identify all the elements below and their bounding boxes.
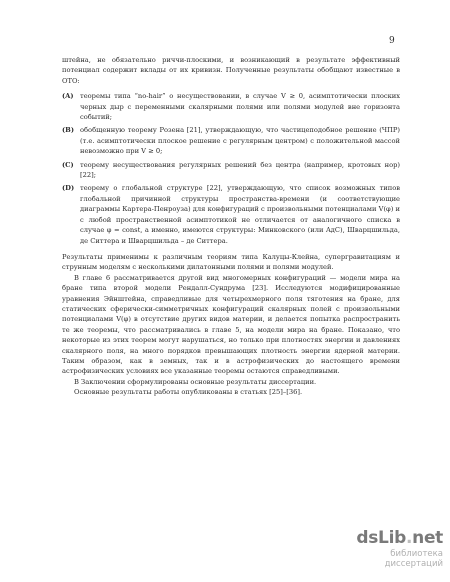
result-item-a [62, 91, 400, 122]
result-item-b [62, 125, 400, 156]
publications-paragraph: Основные результаты работы опубликованы в статьях [25]–[36]. [74, 388, 303, 397]
result-text: теоремы типа “no-hair” о несуществовании, в случае V ≥ 0, асимптотически плоских черных дыр с переменными скалярными полями или полями модулей вне горизонта событий; [80, 92, 400, 122]
page-number: 9 [389, 36, 395, 46]
result-item-c [62, 160, 400, 181]
conclusion-paragraph: В Заключении сформулированы основные результаты диссертации. [74, 377, 317, 386]
result-item-d [62, 183, 400, 245]
result-text: теорему о глобальной структуре [22], утверждающую, что список возможных типов глобальной причинной структуры пространства-времени (и соответствующие диаграммы Картера-Пенроуза) для конфигураций с произвольными потенциалами V(φ) и с любой пространственной асимптотикой не отличается от аналогичного списка в случае φ = const, а именно, имеются структуры: Минковского (или AдС), Шварцшильда, де Ситтера и Шварцшильда – де Ситтера. [80, 184, 400, 245]
result-label: (B) [62, 126, 74, 135]
chapter-6-paragraph: В главе 6 рассматривается другой вид многомерных конфигураций — модели мира на бране типа второй модели Рендалл-Сундрума [23]. Исследуются модифицированные уравнения Эйнштейна, справедливые для четырехмерного поля тяготения на бране, для статических сферически-симметричных конфигураций скалярных полей с произвольными потенциалами V(φ) в отсутствие других видов материи, и делается попытка распространить те же теоремы, что рассматривались в главе 5, на модели мира на бране. Показано, что некоторые из этих теорем могут нарушаться, но только при плотностях энергии и давлениях скалярного поля, на много порядков превышающих плотность энергии ядерной материи. Таким образом, как в земных, так и в астрофизических до настоящего времени астрофизических условиях все указанные теоремы остаются справедливыми. [62, 273, 400, 376]
page-content [62, 55, 400, 398]
dslib-watermark [333, 528, 443, 569]
applicability-paragraph: Результаты применимы к различным теориям типа Калуцы-Клейна, супергравитациям и струнным моделям с несколькими дилатонными полями и полями модулей. [62, 252, 400, 272]
watermark-tagline: библиотека диссертаций [384, 549, 443, 569]
results-list [62, 91, 400, 246]
result-text: теорему несуществования регулярных решений без центра (например, кротовых нор) [22]; [80, 160, 400, 180]
result-text: обобщенную теорему Розена [21], утверждающую, что частицеподобное решение (ЧПР) (т.е. асимптотически плоское решение с регулярным центром) с положительной массой невозможно при V ≥ 0; [80, 126, 400, 156]
intro-paragraph: штейна, не обязательно риччи-плоскими, и возникающий в результате эффективный потенциал содержит вклады от их кривизн. Полученные результаты обобщают известные в ОТО: [62, 56, 400, 85]
result-label: (A) [62, 92, 74, 101]
result-label: (C) [62, 160, 74, 169]
watermark-logo: dsLib.net [356, 528, 443, 548]
result-label: (D) [62, 184, 75, 193]
